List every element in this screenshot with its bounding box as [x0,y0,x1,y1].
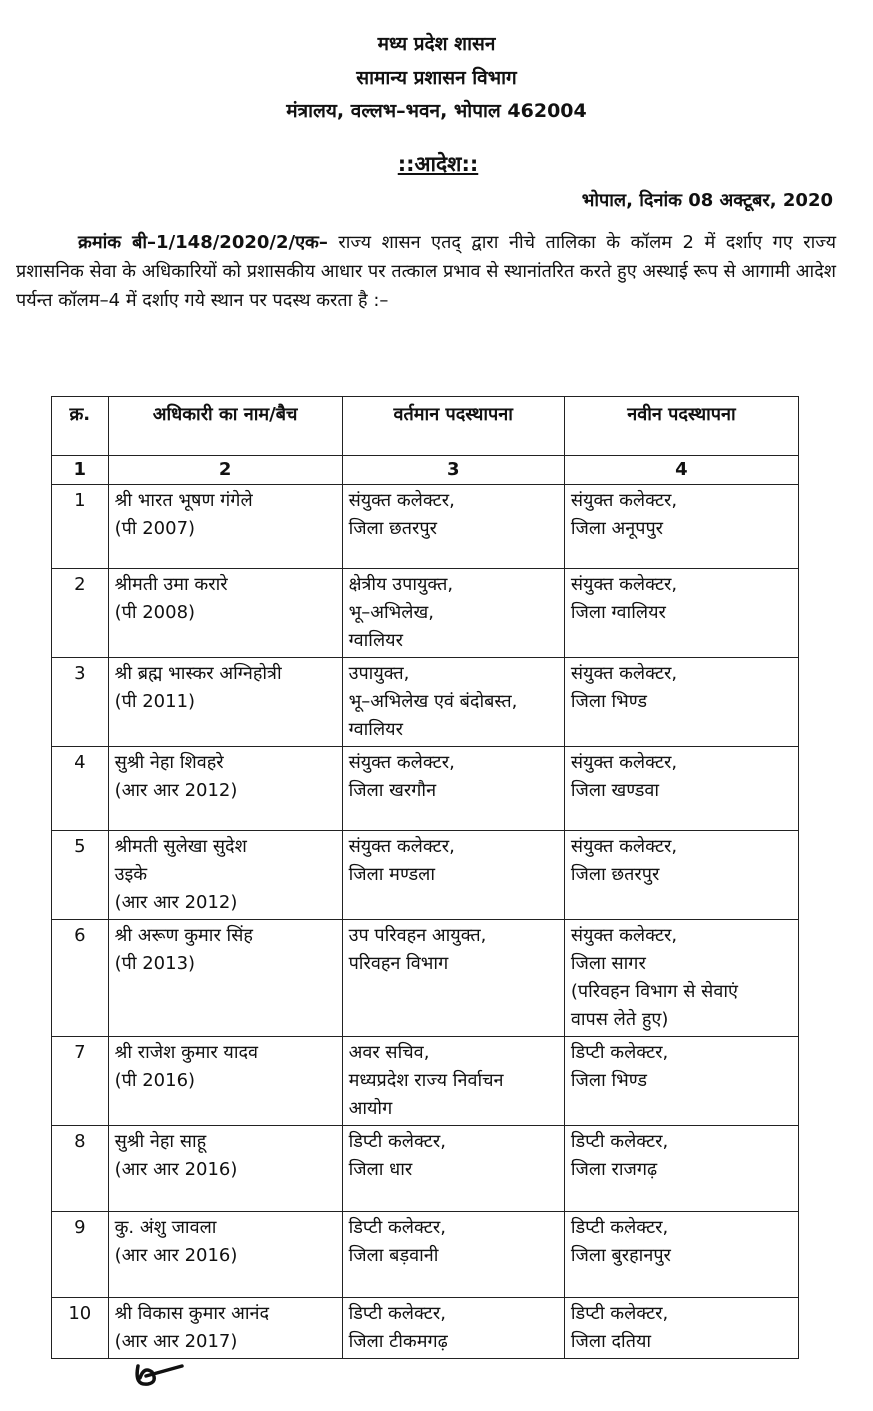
header-department: सामान्य प्रशासन विभाग [356,67,517,89]
row-new [564,920,798,1037]
cell-line: जिला दतिया [570,1331,652,1352]
cell-line: जिला सागर [570,953,646,974]
cell-line: श्री अरूण कुमार सिंह [114,925,253,946]
row-name [108,1298,342,1359]
cell-line: (आर आर 2017) [114,1331,238,1352]
cell-line: उइके [114,864,148,885]
cell-line: वापस लेते हुए) [570,1009,669,1030]
cell-line: ग्वालियर [348,719,403,740]
intro-paragraph [16,228,836,315]
cell-line: (आर आर 2016) [114,1159,238,1180]
row-new [564,1212,798,1298]
cell-line: जिला भिण्ड [570,1070,647,1091]
header-current: वर्तमान पदस्थापना [342,397,564,456]
table-row [52,831,799,920]
row-sno: 9 [52,1212,109,1298]
cell-line: (आर आर 2016) [114,1245,238,1266]
row-sno: 10 [52,1298,109,1359]
cell-line: श्रीमती उमा करारे [114,574,228,595]
row-current [342,1126,564,1212]
cell-line: (पी 2016) [114,1070,196,1091]
cell-line: (पी 2008) [114,602,196,623]
table-row [52,1212,799,1298]
cell-line: संयुक्त कलेक्टर, [570,574,678,595]
row-new [564,747,798,831]
cell-line: (आर आर 2012) [114,892,238,913]
cell-line: श्रीमती सुलेखा सुदेश [114,836,247,857]
row-current [342,1298,564,1359]
cell-line: आयोग [348,1098,393,1119]
table-row [52,485,799,569]
cell-line: जिला बड़वानी [348,1245,439,1266]
row-name [108,831,342,920]
cell-line: उपायुक्त, [348,663,410,684]
row-name [108,1212,342,1298]
cell-line: ग्वालियर [348,630,403,651]
cell-line: संयुक्त कलेक्टर, [570,663,678,684]
transfer-table [51,396,799,1359]
table-row [52,1037,799,1126]
col-number: 3 [342,456,564,485]
cell-line: (आर आर 2012) [114,780,238,801]
cell-line: जिला खरगौन [348,780,437,801]
row-current [342,747,564,831]
row-current [342,831,564,920]
row-sno: 3 [52,658,109,747]
cell-line: (पी 2011) [114,691,196,712]
cell-line: जिला टीकमगढ़ [348,1331,448,1352]
cell-line: अवर सचिव, [348,1042,430,1063]
cell-line: (परिवहन विभाग से सेवाएं [570,981,738,1002]
row-name [108,569,342,658]
cell-line: जिला छतरपुर [348,518,438,539]
table-row [52,569,799,658]
cell-line: सुश्री नेहा साहू [114,1131,207,1152]
cell-line: भू–अभिलेख एवं बंदोबस्त, [348,691,518,712]
cell-line: सुश्री नेहा शिवहरे [114,752,224,773]
col-number: 4 [564,456,798,485]
header-sno: क्र. [52,397,109,456]
row-sno: 5 [52,831,109,920]
signature-mark [130,1356,190,1396]
table-row [52,920,799,1037]
cell-line: संयुक्त कलेक्टर, [570,490,678,511]
row-current [342,1212,564,1298]
table-header-row [52,397,799,456]
cell-line: श्री राजेश कुमार यादव [114,1042,259,1063]
row-current [342,569,564,658]
cell-line: जिला भिण्ड [570,691,647,712]
cell-line: मध्यप्रदेश राज्य निर्वाचन [348,1070,504,1091]
cell-line: (पी 2013) [114,953,196,974]
col-number: 1 [52,456,109,485]
row-current [342,1037,564,1126]
row-new [564,831,798,920]
cell-line: संयुक्त कलेक्टर, [348,836,455,857]
cell-line: क्षेत्रीय उपायुक्त, [348,574,454,595]
row-sno: 1 [52,485,109,569]
row-new [564,1298,798,1359]
table-row [52,658,799,747]
row-new [564,658,798,747]
header-address: मंत्रालय, वल्लभ–भवन, भोपाल 462004 [286,100,587,122]
row-sno: 2 [52,569,109,658]
row-name [108,485,342,569]
cell-line: संयुक्त कलेक्टर, [570,836,678,857]
table-row [52,1298,799,1359]
row-new [564,569,798,658]
header-government: मध्य प्रदेश शासन [377,33,496,55]
order-title: ::आदेश:: [397,152,479,176]
row-new [564,1037,798,1126]
cell-line: श्री विकास कुमार आनंद [114,1303,270,1324]
order-reference: क्रमांक बी–1/148/2020/2/एक– [78,232,328,253]
cell-line: जिला मण्डला [348,864,435,885]
cell-line: (पी 2007) [114,518,196,539]
row-new [564,1126,798,1212]
row-name [108,1126,342,1212]
row-name [108,920,342,1037]
cell-line: डिप्टी कलेक्टर, [570,1131,669,1152]
cell-line: संयुक्त कलेक्टर, [348,752,455,773]
table-row [52,747,799,831]
row-sno: 6 [52,920,109,1037]
cell-line: जिला छतरपुर [570,864,660,885]
table-row [52,1126,799,1212]
row-name [108,1037,342,1126]
cell-line: डिप्टी कलेक्टर, [348,1217,446,1238]
row-name [108,658,342,747]
row-sno: 7 [52,1037,109,1126]
cell-line: जिला राजगढ़ [570,1159,658,1180]
row-sno: 8 [52,1126,109,1212]
intro-text: राज्य शासन एतद् द्वारा नीचे तालिका के कॉलम 2 में दर्शाए गए राज्य प्रशासनिक सेवा के अधिकारियों को प्रशासकीय आधार पर तत्काल प्रभाव से स्थानांतरित करते हुए अस्थाई रूप से आगामी आदेश पर्यन्त कॉलम–4 में दर्शाए गये स्थान पर पदस्थ करता है :– [16,232,837,311]
cell-line: डिप्टी कलेक्टर, [570,1303,669,1324]
cell-line: भू–अभिलेख, [348,602,434,623]
column-number-row [52,456,799,485]
cell-line: कु. अंशु जावला [114,1217,217,1238]
cell-line: जिला बुरहानपुर [570,1245,671,1266]
cell-line: जिला ग्वालियर [570,602,666,623]
cell-line: जिला खण्डवा [570,780,660,801]
cell-line: संयुक्त कलेक्टर, [570,925,678,946]
cell-line: उप परिवहन आयुक्त, [348,925,487,946]
row-current [342,920,564,1037]
cell-line: श्री भारत भूषण गंगेले [114,490,253,511]
row-name [108,747,342,831]
row-current [342,485,564,569]
row-sno: 4 [52,747,109,831]
cell-line: परिवहन विभाग [348,953,449,974]
cell-line: डिप्टी कलेक्टर, [570,1042,669,1063]
cell-line: डिप्टी कलेक्टर, [348,1131,446,1152]
cell-line: संयुक्त कलेक्टर, [570,752,678,773]
header-name: अधिकारी का नाम/बैच [108,397,342,456]
table-body [52,485,799,1359]
col-number: 2 [108,456,342,485]
cell-line: डिप्टी कलेक्टर, [570,1217,669,1238]
row-current [342,658,564,747]
cell-line: श्री ब्रह्म भास्कर अग्निहोत्री [114,663,282,684]
header-new: नवीन पदस्थापना [564,397,798,456]
cell-line: जिला धार [348,1159,413,1180]
dateline: भोपाल, दिनांक 08 अक्टूबर, 2020 [581,190,833,211]
row-new [564,485,798,569]
cell-line: जिला अनूपपुर [570,518,664,539]
cell-line: संयुक्त कलेक्टर, [348,490,455,511]
cell-line: डिप्टी कलेक्टर, [348,1303,446,1324]
